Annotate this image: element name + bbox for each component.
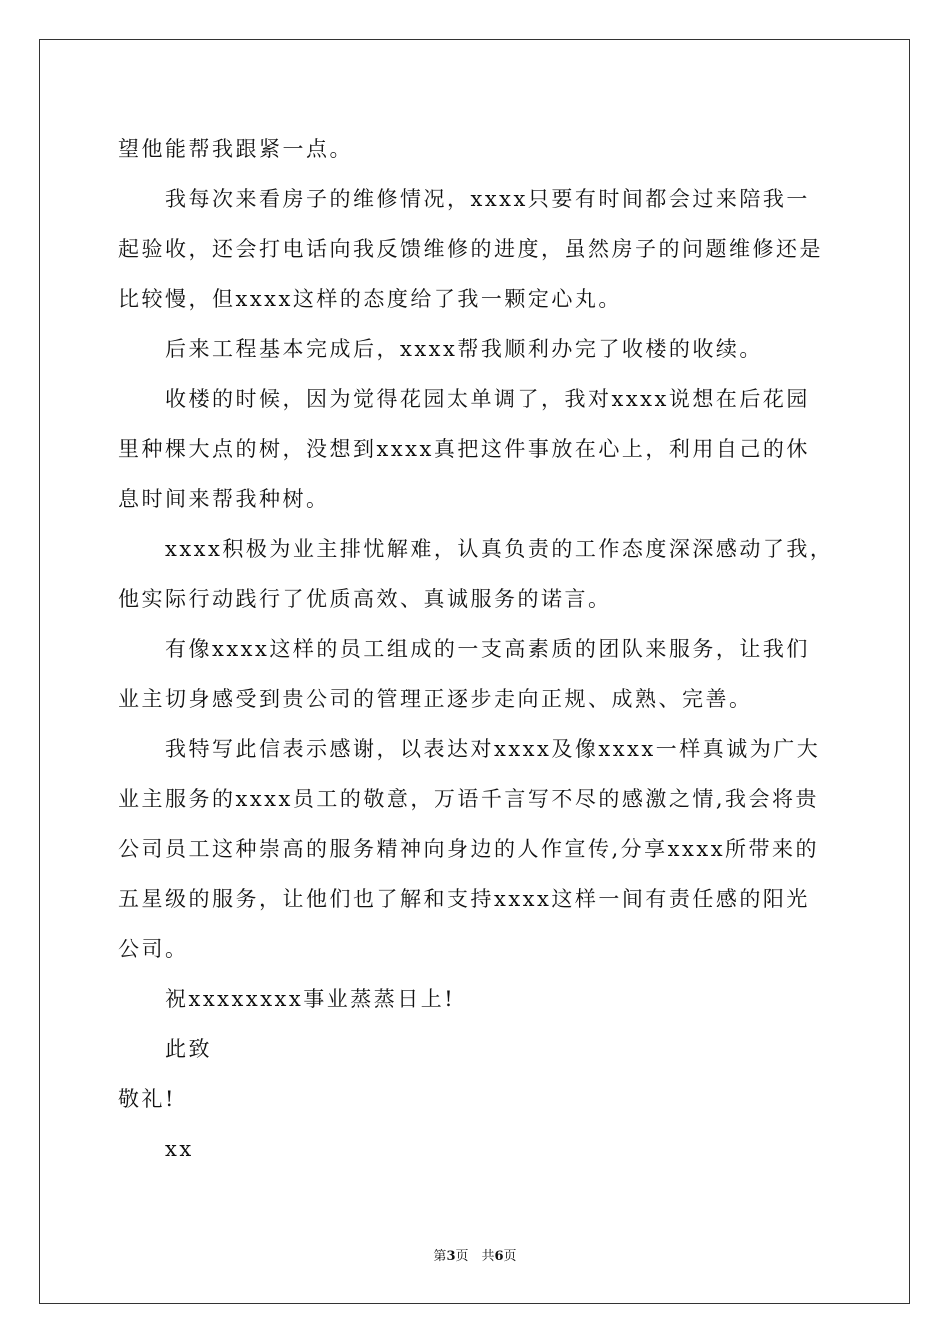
paragraph-line: 息时间来帮我种树。: [118, 487, 330, 511]
page-mid: 页 共: [455, 1249, 495, 1264]
signature: xx: [165, 1137, 194, 1161]
paragraph-line: 他实际行动践行了优质高效、真诚服务的诺言。: [118, 587, 612, 611]
paragraph-line: 公司员工这种崇高的服务精神向身边的人作宣传,分享xxxx所带来的: [118, 837, 820, 861]
paragraph-line: 起验收，还会打电话向我反馈维修的进度，虽然房子的问题维修还是: [118, 237, 823, 261]
paragraph-line: 收楼的时候，因为觉得花园太单调了，我对xxxx说想在后花园: [165, 387, 810, 411]
closing-salutation: 此致: [165, 1037, 212, 1061]
paragraph-line: 我特写此信表示感谢，以表达对xxxx及像xxxx一样真诚为广大: [165, 737, 821, 761]
paragraph-line: 比较慢，但xxxx这样的态度给了我一颗定心丸。: [118, 287, 622, 311]
page-total: 6: [494, 1249, 504, 1264]
paragraph-line: 后来工程基本完成后，xxxx帮我顺利办完了收楼的收续。: [165, 337, 763, 361]
paragraph-line: 公司。: [118, 937, 189, 961]
paragraph-line: 有像xxxx这样的员工组成的一支高素质的团队来服务，让我们: [165, 637, 810, 661]
page-prefix: 第: [433, 1249, 447, 1264]
paragraph-line: 五星级的服务，让他们也了解和支持xxxx这样一间有责任感的阳光: [118, 887, 810, 911]
page-suffix: 页: [503, 1249, 517, 1264]
page-current: 3: [446, 1249, 456, 1264]
paragraph-line: 望他能帮我跟紧一点。: [118, 137, 353, 161]
closing-regards: 敬礼!: [118, 1087, 176, 1111]
page-number-footer: [0, 1248, 950, 1266]
paragraph-line: 业主服务的xxxx员工的敬意，万语千言写不尽的感激之情,我会将贵: [118, 787, 820, 811]
paragraph-line: 我每次来看房子的维修情况，xxxx只要有时间都会过来陪我一: [165, 187, 810, 211]
paragraph-line: 里种棵大点的树，没想到xxxx真把这件事放在心上，利用自己的休: [118, 437, 810, 461]
closing-wish: 祝xxxxxxxx事业蒸蒸日上!: [165, 987, 456, 1011]
page-frame: [39, 39, 910, 1304]
paragraph-line: 业主切身感受到贵公司的管理正逐步走向正规、成熟、完善。: [118, 687, 753, 711]
paragraph-line: xxxx积极为业主排忧解难，认真负责的工作态度深深感动了我，: [165, 537, 834, 561]
